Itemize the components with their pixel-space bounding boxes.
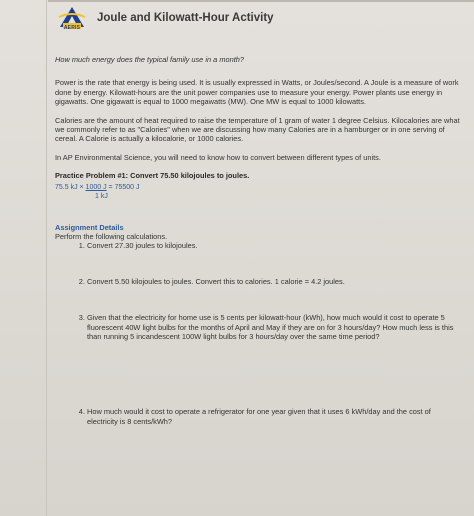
assignment-item-3: 3. Given that the electricity for home use is 5 cents per kilowatt-hour (kWh), how much would it cost to operate 5 fluorescent 40W light bulbs for the months of April and May if they are on for 3 hours/day? How much less is this than running 5 incandescent 100W light bulbs for 3 hours/day over the same time period?	[87, 313, 461, 407]
left-border	[46, 0, 47, 516]
assignment-item-4: 4. How much would it cost to operate a refrigerator for one year given that it uses 6 kWh/day and the cost of electricity is 8 cents/kWh?	[87, 407, 461, 447]
assignment-item-1: 1. Convert 27.30 joules to kilojoules.	[87, 241, 461, 277]
calc-numerator: 1000 J	[85, 183, 107, 191]
apes-paragraph: In AP Environmental Science, you will need to know how to convert between different types of units.	[55, 152, 381, 162]
logo-text: AERIS	[63, 25, 81, 31]
assignment-intro: Perform the following calculations.	[55, 232, 168, 242]
top-border	[48, 0, 474, 2]
page-title: Joule and Kilowatt-Hour Activity	[97, 12, 274, 24]
calc-denominator: 1 kJ	[95, 192, 108, 200]
practice-problem-title: Practice Problem #1: Convert 75.50 kilojoules to joules.	[55, 171, 250, 181]
assignment-list	[55, 241, 461, 447]
calc-result: = 75500 J	[108, 183, 140, 191]
assignment-heading: Assignment Details	[55, 222, 124, 232]
calc-left: 75.5 kJ ×	[55, 183, 86, 191]
document-body	[55, 55, 461, 447]
intro-question: How much energy does the typical family use in a month?	[55, 55, 244, 64]
practice-calculation	[55, 183, 461, 201]
calories-paragraph: Calories are the amount of heat required to raise the temperature of 1 gram of water 1 degree Celsius. Kilocalories are what we commonly refer to as "Calories" when we are discussing how many Calories are in a hamburger or in one serving of cereal. A Calorie is actually a kilocalorie, or 1000 calories.	[55, 115, 460, 144]
assignment-item-2: 2. Convert 5.50 kilojoules to joules. Convert this to calories. 1 calorie = 4.2 joules.	[87, 277, 461, 313]
power-paragraph: Power is the rate that energy is being used. It is usually expressed in Watts, or Joules/second. A Joule is a measure of work done by energy. Kilowatt-hours are the unit power companies use to measure your energy. Power plants use energy in gigawatts. One gigawatt is equal to 1000 megawatts (MW). One MW is equal to 1000 kilowatts.	[55, 78, 459, 107]
